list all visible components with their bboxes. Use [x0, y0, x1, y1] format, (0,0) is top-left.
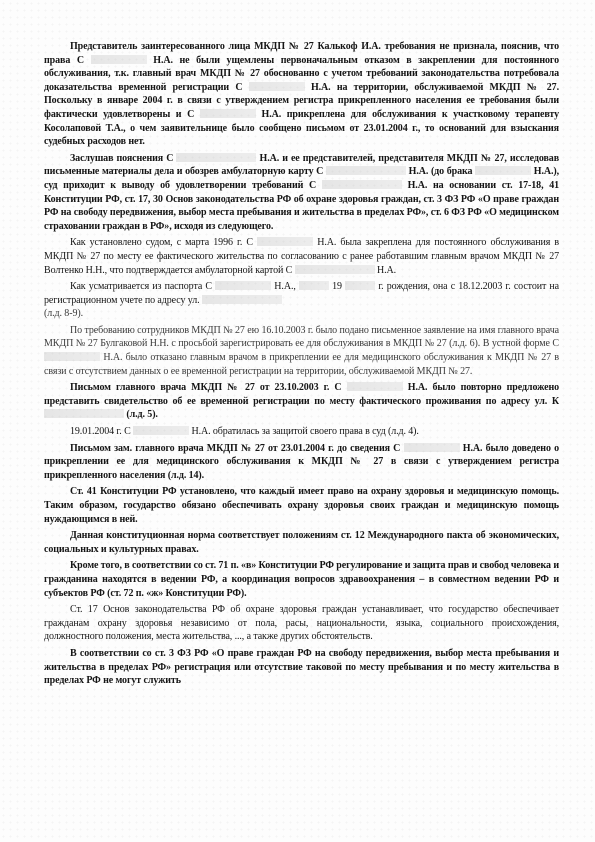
redaction	[345, 281, 375, 290]
paragraph-2: Заслушав пояснения С Н.А. и ее представителей, представителя МКДП № 27, исследовав письменные материалы дела и обозрев амбулаторную карту С Н.А. (до брака Н.А.), суд приходит к выводу об удовлетворении требований С Н.А. на основании ст. 17-18, 41 Конституции РФ, ст. 17, 30 Основ законодательства РФ об охране здоровья граждан, ст. 3 ФЗ РФ «О праве граждан РФ на свободу передвижения, выбор места пребывания и жительства в пределах РФ», ст. 6 ФЗ РФ «О медицинском страховании граждан в РФ», исходя из следующего.	[44, 152, 559, 232]
redaction	[326, 166, 406, 175]
redaction	[322, 180, 402, 189]
redaction	[133, 426, 189, 435]
paragraph-11: Кроме того, в соответствии со ст. 71 п. «в» Конституции РФ регулирование и защита прав и свобод человека и гражданина находятся в ведении РФ, а координация вопросов здравоохранения – в совместном ведении РФ и субъектов РФ (ст. 72 п. «ж» Конституции РФ).	[44, 560, 559, 599]
redaction	[215, 281, 271, 290]
paragraph-1: Представитель заинтересованного лица МКДП № 27 Калькоф И.А. требования не признала, пояснив, что права С Н.А. не были ущемлены первоначальным отказом в закреплении для постоянного обслуживания, т.к. главный врач МКДП № 27 обоснованно с учетом требований законодательства потребовала доказательства временной регистрации С Н.А. на территории, обслуживаемой МКДП № 27. Поскольку в январе 2004 г. в связи с утверждением регистра прикрепленного населения ее требования были фактически удовлетворены и С Н.А. прикреплена для обслуживания к участковому терапевту Косолаповой Т.А., о чем заявительнице было сообщено письмом от 23.01.2004 г., то оснований для взыскания судебных расходов нет.	[44, 41, 559, 148]
paragraph-7: 19.01.2004 г. С Н.А. обратилась за защитой своего права в суд (л.д. 4).	[70, 426, 419, 438]
redaction	[176, 153, 256, 162]
paragraph-3: Как установлено судом, с марта 1996 г. С Н.А. была закреплена для постоянного обслуживания в МКДП № 27 по месту ее фактического жительства по согласованию с ранее работавшим главным врачом МКДП № 27 Волтенко Н.Н., что подтверждается амбулаторной картой С Н.А.	[44, 237, 559, 276]
document-body	[44, 40, 559, 688]
redaction	[91, 55, 147, 64]
paragraph-9: Ст. 41 Конституции РФ установлено, что каждый имеет право на охрану здоровья и медицинскую помощь. Таким образом, государство обязано обеспечивать охрану здоровья своих граждан и медицинскую помощь нуждающимся в ней.	[44, 486, 559, 525]
paragraph-4: Как усматривается из паспорта С Н.А., 19 г. рождения, она с 18.12.2003 г. состоит на регистрационном учете по адресу ул.	[44, 281, 560, 306]
redaction	[44, 409, 124, 418]
redaction	[475, 166, 531, 175]
paragraph-12: Ст. 17 Основ законодательства РФ об охране здоровья граждан устанавливает, что государство обеспечивает гражданам охрану здоровья независимо от пола, расы, национальности, языка, социального происхождения, должностного положения, места жительства, ..., а также других обстоятельств.	[44, 604, 559, 643]
paragraph-4-ref: (л.д. 8-9).	[44, 308, 83, 320]
redaction	[299, 281, 329, 290]
paragraph-6: Письмом главного врача МКДП № 27 от 23.10.2003 г. С Н.А. было повторно предложено представить свидетельство об ее временной регистрации по месту фактического проживания по адресу ул. К (л.д. 5).	[44, 382, 560, 421]
paragraph-10: Данная конституционная норма соответствует положениям ст. 12 Международного пакта об экономических, социальных и культурных правах.	[44, 530, 559, 555]
redaction	[404, 443, 460, 452]
redaction	[295, 265, 375, 274]
redaction	[249, 82, 305, 91]
paragraph-13: В соответствии со ст. 3 ФЗ РФ «О праве граждан РФ на свободу передвижения, выбор места пребывания и жительства в пределах РФ» регистрация или отсутствие таковой по месту пребывания и по месту жительства в пределах РФ не могут служить	[44, 647, 559, 687]
redaction	[202, 295, 282, 304]
paragraph-8: Письмом зам. главного врача МКДП № 27 от 23.01.2004 г. до сведения С Н.А. было доведено о прикреплении ее для медицинского обслуживания к МКДП № 27 в связи с утверждением регистра прикрепленного населения (л.д. 14).	[44, 442, 559, 481]
paragraph-5: По требованию сотрудников МКДП № 27 ею 16.10.2003 г. было подано письменное заявление на имя главного врача МКДП № 27 Булгаковой Н.Н. с просьбой зарегистрировать ее для обслуживания в МКДП № 27 (л.д. 6). В устной форме С Н.А. было отказано главным врачом в прикреплении ее для медицинского обслуживания к МКДП № 27 в связи с отсутствием данных о ее временной регистрации на территории, обслуживаемой МКДП № 27.	[44, 324, 559, 377]
redaction	[347, 382, 403, 391]
redaction	[257, 237, 313, 246]
redaction	[200, 109, 256, 118]
redaction	[44, 352, 100, 361]
